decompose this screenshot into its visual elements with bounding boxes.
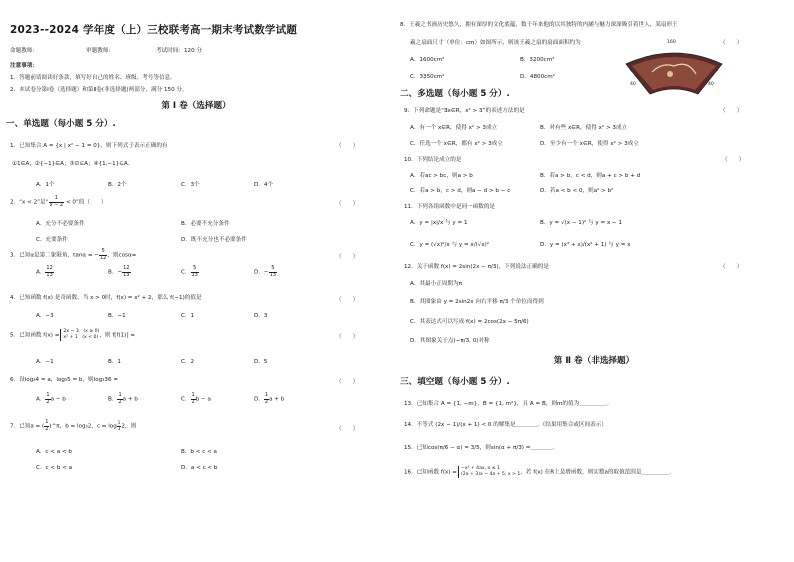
- section1-title: 一、单选题（每小题 5 分）.: [6, 119, 116, 129]
- q1-option-d[interactable]: D．4个: [254, 182, 274, 188]
- q16-stem-a: 16．已知函数 f(x) =: [404, 469, 457, 476]
- q1-option-a[interactable]: A．1个: [36, 182, 55, 188]
- q2-option-c[interactable]: C．充要条件: [36, 237, 68, 243]
- q10-option-a[interactable]: A．若ac > bc，则a > b: [410, 173, 473, 179]
- q5-option-b[interactable]: B．1: [108, 359, 121, 365]
- q2-frac-num: 1: [49, 196, 65, 203]
- q7-stem-b: )^π，b = log₃2，c = log: [49, 423, 117, 430]
- q2-option-b[interactable]: B．必要不充分条件: [181, 221, 230, 227]
- q16-piecewise: [458, 466, 520, 478]
- section3-title: 三、填空题（每小题 5 分）.: [400, 377, 510, 387]
- q3-b-num: 12: [123, 265, 130, 271]
- q12-stem: 12．关于函数 f(x) = 2sin(2x − π/3)，下列说法正确的是: [404, 264, 549, 270]
- q3-frac-num: 5: [99, 249, 107, 256]
- q3-a-prefix: A．: [36, 269, 46, 276]
- q10-option-d[interactable]: D．若a < b < 0，则a² > b²: [540, 188, 614, 194]
- q5-stem-b: ，则 f[f(1)] =: [99, 332, 136, 339]
- q12-paren: （ ）: [720, 264, 743, 270]
- q7-base-num: 1: [117, 420, 121, 426]
- meta-setter: 命题教师：: [10, 48, 38, 54]
- q4-option-c[interactable]: C．1: [181, 313, 195, 319]
- q3-c-prefix: C．: [181, 269, 191, 276]
- q6-a-num: 1: [46, 392, 50, 398]
- q3-stem: [10, 249, 136, 261]
- fan-label-left: 40: [630, 82, 636, 87]
- q7-frac-num: 1: [45, 419, 49, 425]
- q16-case-1: −x² + 4ax, x ≤ 1: [460, 466, 500, 471]
- q6-c-den: 2: [191, 398, 195, 405]
- section2-title: 二、多选题（每小题 5 分）.: [400, 89, 510, 99]
- q1-stem: 1．已知集合 A = {x | x² − 1 = 0}，则下列式子表示正确的有: [10, 143, 168, 149]
- q16-text: [404, 466, 671, 478]
- q3-option-a[interactable]: [36, 266, 54, 278]
- q5-piecewise: [60, 329, 99, 341]
- q12-option-a[interactable]: A．其最小正周期为π: [410, 281, 462, 287]
- q9-stem: 9．下列命题是“∃x∈R，x² > 3”的表述方法的是: [404, 108, 525, 114]
- q5-paren: （ ）: [336, 334, 359, 340]
- q8-line1: 8．王羲之书画历史悠久，拥有深厚的文化底蕴，数千年来他的以其独特的内涵与魅力深深吸引着世人，某扇形王: [400, 22, 678, 28]
- q3-option-c[interactable]: [181, 266, 199, 278]
- fan-label-right: 40: [708, 82, 714, 87]
- q6-d-num: 1: [264, 392, 269, 398]
- q11-option-a[interactable]: A．y = |x|/x 与 y = 1: [410, 220, 468, 226]
- q1-option-b[interactable]: B．2个: [108, 182, 127, 188]
- q6-stem: 6．设log₃4 = a，log₃5 = b，则log₃36 =: [10, 377, 119, 383]
- q3-d-den: 13: [269, 271, 276, 278]
- q3-option-d[interactable]: [254, 266, 277, 278]
- q11-option-c[interactable]: C．y = (√x)²/x 与 y = x/(√x)²: [410, 242, 490, 248]
- q11-option-b[interactable]: B．y = √(x − 1)² 与 y = x − 1: [540, 220, 623, 226]
- q8-option-b[interactable]: B．3200cm²: [520, 57, 555, 63]
- q6-b-den: 2: [118, 398, 122, 405]
- meta-time: 考试时间：120 分: [156, 48, 203, 54]
- q14-text: 14．不等式 (2x − 1)/(x + 1) < 0 的解集是＿＿＿＿.（结果用集合或区间表示）: [404, 422, 607, 428]
- q3-a-num: 12: [46, 265, 53, 271]
- q2-stem-a: 2．“x < 2”是“: [10, 199, 49, 206]
- q7-base-den: 3: [117, 425, 121, 431]
- q4-option-b[interactable]: B．−1: [108, 313, 126, 319]
- q3-b-sign: −: [117, 269, 123, 276]
- q7-stem-c: 2，则: [121, 423, 137, 430]
- q6-c-num: 1: [191, 392, 195, 398]
- q6-d-prefix: D．: [254, 396, 264, 403]
- q2-option-d[interactable]: D．既不充分也不必要条件: [181, 237, 247, 243]
- fan-label-top: 160: [667, 40, 676, 45]
- q13-text: 13．已知集合 A = {1, −m}，B = {1, m²}，且 A = B，则m的值为＿＿＿＿＿.: [404, 401, 609, 407]
- q3-option-b[interactable]: [108, 266, 131, 278]
- q6-c-rest: b − a: [195, 396, 211, 403]
- q6-option-d[interactable]: [254, 393, 284, 405]
- q3-stem-b: ，则cosα=: [107, 252, 137, 259]
- part1-title: 第 Ⅰ 卷（选择题）: [161, 101, 231, 111]
- q5-stem-a: 5．已知函数 f(x) =: [10, 332, 60, 339]
- q1-statements: ①1∈A；②{−1}∈A；③∅⊆A；④{1,−1}⊆A.: [12, 161, 130, 167]
- notes-title: 注意事项：: [10, 63, 38, 69]
- q8-paren: （ ）: [720, 40, 743, 46]
- q3-d-prefix: D．: [254, 269, 264, 276]
- q3-a-frac: [45, 266, 53, 278]
- q6-option-c[interactable]: [181, 393, 211, 405]
- q2-stem-b: < 0”的（ ）: [64, 199, 107, 206]
- q6-d-rest: a + b: [269, 396, 285, 403]
- q3-d-sign: −: [263, 269, 269, 276]
- q7-stem: [10, 420, 136, 432]
- q9-option-b[interactable]: B．对有些 x∈R，使得 x² > 3成立: [540, 125, 628, 131]
- q3-d-frac: [269, 266, 277, 278]
- q5-option-c[interactable]: C．2: [181, 359, 195, 365]
- q9-option-a[interactable]: A．有一个 x∈R，使得 x² > 3成立: [410, 125, 498, 131]
- q16-case-2: (2a + 3)x − 4a + 5, x > 1: [460, 472, 521, 477]
- q7-frac-den: 2: [45, 425, 49, 432]
- q6-paren: （ ）: [336, 379, 359, 385]
- part2-title: 第 Ⅱ 卷（非选择题）: [553, 356, 635, 366]
- q6-d-den: 2: [264, 398, 269, 405]
- q5-option-a[interactable]: A．−1: [36, 359, 54, 365]
- q12-option-c[interactable]: C．其表达式可以写成 f(x) = 2cos(2x − 5π/6): [410, 319, 529, 325]
- left-page: [6, 0, 386, 562]
- q12-option-d[interactable]: D．其图象关于点(−π/3, 0)对称: [410, 338, 490, 344]
- q8-fan-figure: [622, 40, 726, 102]
- q3-d-num: 5: [269, 266, 277, 273]
- q5-case-2: x² + 1 (x < 0): [63, 335, 99, 340]
- q6-a-den: 2: [46, 398, 50, 405]
- q15-text: 15．已知cos(π/6 − α) = 3/5，则sin(α + π/3) =＿＿＿＿.: [404, 445, 555, 451]
- q9-paren: （ ）: [720, 108, 743, 114]
- q6-a-rest: a − b: [50, 396, 66, 403]
- q10-stem: 10．下列结论成立的是: [404, 157, 462, 163]
- q7-paren: （ ）: [336, 426, 359, 432]
- q9-option-c[interactable]: C．任选一个 x∈R，都有 x² > 3成立: [410, 141, 503, 147]
- q6-option-b[interactable]: [108, 393, 138, 405]
- fan-bird: [667, 71, 673, 77]
- q9-option-d[interactable]: D．至少有一个 x∈R，使得 x² > 3成立: [540, 141, 639, 147]
- q3-c-den: 13: [191, 271, 198, 278]
- q12-option-b[interactable]: B．其图象由 y = 2sin2x 向右平移 π/3 个单位而得到: [410, 299, 544, 305]
- q2-stem: [10, 196, 107, 208]
- q11-stem: 11．下列各组函数中是同一函数的是: [404, 204, 496, 210]
- q8-option-c[interactable]: C．3350cm²: [410, 74, 445, 80]
- q2-option-a[interactable]: A．充分不必要条件: [36, 221, 85, 227]
- q7-option-d[interactable]: D．a < c < b: [181, 465, 218, 471]
- fan-image: [622, 46, 726, 102]
- note-2: 2．本试卷分第Ⅰ卷（选择题）和第Ⅱ卷(非选择题)两部分，满分 150 分。: [10, 87, 188, 93]
- q2-paren: （ ）: [336, 201, 359, 207]
- q4-stem: 4．已知函数 f(x) 是奇函数，当 x > 0时，f(x) = x² + 2，那么 f(−1)的值是: [10, 295, 202, 301]
- q6-b-rest: a + b: [122, 396, 138, 403]
- exam-title: 2023--2024 学年度（上）三校联考高一期末考试数学试题: [10, 24, 298, 36]
- q1-paren: （ ）: [336, 143, 359, 149]
- q3-a-den: 13: [46, 271, 53, 278]
- q10-option-b[interactable]: B．若a > b，c < d，则a + c > b + d: [540, 173, 641, 179]
- q3-c-num: 5: [191, 266, 199, 273]
- q3-b-prefix: B．: [108, 269, 118, 276]
- q2-frac-den: x − 2: [49, 201, 64, 208]
- q5-stem: [10, 329, 135, 341]
- q6-option-a[interactable]: [36, 393, 66, 405]
- q1-option-c[interactable]: C．3个: [181, 182, 200, 188]
- q3-stem-a: 3．已知α是第二象限角，tanα = −: [10, 252, 99, 259]
- q10-paren: （ ）: [722, 157, 745, 163]
- right-page: [400, 0, 788, 562]
- q8-option-a[interactable]: A．1600cm²: [410, 57, 445, 63]
- q11-option-d[interactable]: D．y = (x³ + x)/(x² + 1) 与 y = x: [540, 242, 631, 248]
- q7-option-a[interactable]: A．c < a < b: [36, 449, 72, 455]
- q2-fraction: [49, 196, 65, 208]
- q7-option-b[interactable]: B．b < c < a: [181, 449, 217, 455]
- q3-paren: （ ）: [336, 254, 359, 260]
- meta-reviewer: 审题教师：: [86, 48, 114, 54]
- q3-frac-den: 12: [99, 254, 107, 261]
- q3-c-frac: [191, 266, 199, 278]
- q5-case-1: 2x − 3 (x ≥ 0): [63, 329, 100, 334]
- q3-b-den: 13: [123, 271, 130, 278]
- q3-b-frac: [122, 266, 130, 278]
- q10-option-c[interactable]: C．若a > b，c > d，则a − d > b − c: [410, 188, 511, 194]
- q6-c-prefix: C．: [181, 396, 191, 403]
- q6-b-num: 1: [118, 392, 122, 398]
- q8-option-d[interactable]: D．4800cm²: [520, 74, 555, 80]
- q5-option-d[interactable]: D．5: [254, 359, 268, 365]
- note-1: 1．答题前请阅读好条款，填写好自己的姓名、班级、考号等信息。: [10, 75, 176, 81]
- q7-option-c[interactable]: C．c < b < a: [36, 465, 73, 471]
- q7-stem-a: 7．已知a = (: [10, 423, 45, 430]
- q4-option-a[interactable]: A．−3: [36, 313, 54, 319]
- q8-line2: 羲之扇面尺寸（单位：cm）如图所示，则该王羲之扇的扇面面积约为: [410, 40, 581, 46]
- q4-paren: （ ）: [336, 297, 359, 303]
- q16-stem-b: ，若 f(x) 在R上是增函数，则实数a的取值范围是＿＿＿＿＿.: [520, 469, 672, 476]
- q6-b-prefix: B．: [108, 396, 118, 403]
- q4-option-d[interactable]: D．3: [254, 313, 268, 319]
- q6-a-prefix: A．: [36, 396, 46, 403]
